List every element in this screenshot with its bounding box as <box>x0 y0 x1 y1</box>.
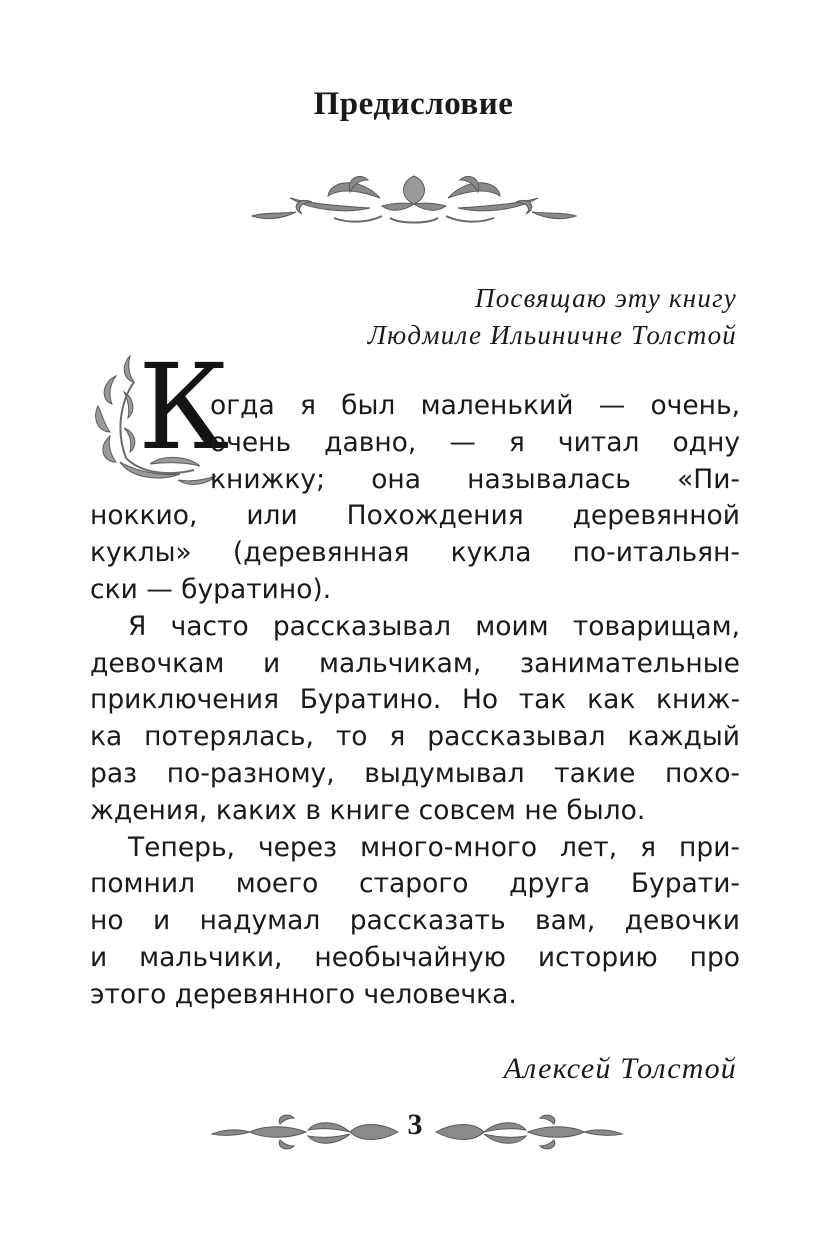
floral-divider-icon <box>250 168 578 226</box>
text-line: приключения Буратино. Но так как книж- <box>90 684 740 716</box>
text-line: девочкам и мальчикам, занимательные <box>90 647 740 679</box>
text-line: Я часто рассказывал моим товарищам, <box>128 610 740 642</box>
text-line: этого деревянного человечка. <box>90 978 517 1010</box>
text-line: ждения, каких в книге совсем не было. <box>90 794 646 826</box>
text-line: куклы» (деревянная кукла по-итальян- <box>90 537 740 569</box>
page-title: Предисловие <box>313 86 514 122</box>
paragraph <box>90 609 740 830</box>
paragraph <box>90 388 740 609</box>
text-line: книжку; она называлась «Пи- <box>210 463 740 495</box>
text-line: ски — буратино). <box>90 573 332 605</box>
dedication <box>368 280 737 354</box>
text-line: помнил моего старого друга Бурати- <box>90 868 740 900</box>
drop-cap-letter: К <box>138 338 230 476</box>
text-line: ноккио, или Похождения деревянной <box>90 500 740 532</box>
text-line: но и надумал рассказать вам, девочки <box>90 905 740 937</box>
dedication-line: Посвящаю эту книгу <box>475 283 737 313</box>
paragraph <box>90 830 740 1014</box>
page-number: 3 <box>407 1108 423 1141</box>
text-line: раз по-разному, выдумывал такие похо- <box>90 757 740 789</box>
author-signature: Алексей Толстой <box>503 1052 737 1085</box>
text-line: огда я был маленький — очень, <box>210 390 740 421</box>
text-line: ка потерялась, то я рассказывал каждый <box>90 721 740 753</box>
dedication-line: Людмиле Ильиничне Толстой <box>367 320 737 350</box>
left-flourish-icon <box>210 1112 400 1152</box>
text-line: Теперь, через много-много лет, я при- <box>128 831 740 863</box>
right-flourish-icon <box>434 1112 624 1152</box>
body-text <box>90 388 740 1014</box>
text-line: и мальчики, необычайную историю про <box>90 941 740 973</box>
text-line: очень давно, — я читал одну <box>210 426 740 458</box>
